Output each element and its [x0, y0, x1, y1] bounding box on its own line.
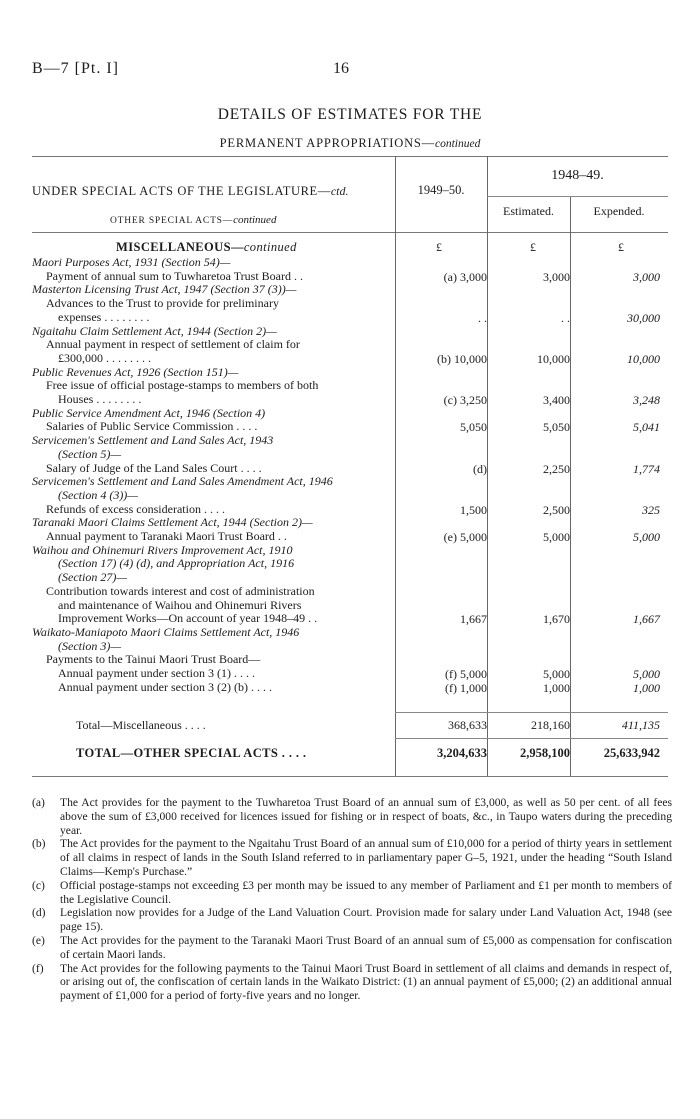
line-item: Refunds of excess consideration . . . . [46, 501, 225, 516]
currency-symbol: £ [618, 240, 624, 254]
value-expended: 1,000 [633, 680, 660, 695]
line-item: Salary of Judge of the Land Sales Court . . . . [46, 460, 262, 475]
value-expended: 30,000 [627, 310, 660, 325]
value-expended: 10,000 [627, 351, 660, 366]
section-heading: UNDER SPECIAL ACTS OF THE LEGISLATURE—ctd. [32, 184, 349, 198]
footnote-text: Legislation now provides for a Judge of the Land Valuation Court. Provision made for salary under Land Valuation Act, 1948 (see page 15). [60, 906, 672, 934]
value-1949: 1,500 [460, 502, 487, 517]
value-1949: 1,667 [460, 612, 487, 627]
column-header-1949: 1949–50. [417, 183, 465, 197]
subtotal-rule [395, 712, 668, 713]
footnote-text: The Act provides for the following payments to the Tainui Maori Trust Board in settlement of all claims and demands in respect of, or arising out of, the confiscation of certain lands in the Waikato District: (1) an annual payment of £5,000; (2) an additional annual payment of £1,000 for a period of forty-five years and no longer. [60, 961, 672, 1003]
total-other-estimated: 2,958,100 [520, 746, 570, 760]
value-1949: (e) 5,000 [443, 530, 487, 544]
value-estimated: 10,000 [537, 351, 570, 366]
footnote-label: (c) [32, 878, 45, 892]
value-expended: 3,248 [633, 393, 660, 407]
table-top-rule [32, 156, 668, 157]
act-reference: Public Service Amendment Act, 1946 (Section 4) [32, 405, 266, 420]
footnotes [32, 796, 672, 1003]
footnote-text: The Act provides for the payment to the Taranaki Maori Trust Board of an annual sum of £5,000 as compensation for confiscation of certain Maori lands. [60, 933, 672, 961]
act-reference: Servicemen's Settlement and Land Sales Amendment Act, 1946 [32, 474, 333, 489]
footnote [32, 879, 672, 907]
value-estimated: 2,250 [543, 461, 570, 476]
act-reference: (Section 3)— [58, 638, 121, 653]
line-item: and maintenance of Waihou and Ohinemuri Rivers [58, 597, 302, 612]
table-bottom-rule [32, 776, 668, 777]
footnote-label: (f) [32, 961, 44, 975]
line-item: Annual payment under section 3 (1) . . . . [58, 666, 255, 680]
act-reference: Public Revenues Act, 1926 (Section 151)— [32, 364, 239, 379]
column-divider [570, 196, 571, 776]
act-reference: Servicemen's Settlement and Land Sales Act, 1943 [32, 433, 274, 448]
act-reference: Ngaitahu Claim Settlement Act, 1944 (Section 2)— [32, 323, 277, 338]
line-item: Free issue of official postage-stamps to members of both [46, 378, 319, 393]
line-item: Payment of annual sum to Tuwharetoa Trust Board . . [46, 268, 303, 283]
value-1949: (d) [473, 461, 487, 476]
footnote-label: (d) [32, 906, 46, 920]
act-reference: (Section 27)— [58, 570, 127, 585]
value-expended: 1,667 [633, 612, 660, 627]
value-1949: 5,050 [460, 420, 487, 435]
total-other-label: TOTAL—OTHER SPECIAL ACTS . . . . [76, 746, 307, 760]
value-estimated: 5,000 [543, 667, 570, 681]
value-estimated: 2,500 [543, 502, 570, 517]
footnote [32, 962, 672, 1003]
footnote [32, 837, 672, 878]
value-estimated: 1,000 [543, 680, 570, 695]
footnote-text: Official postage-stamps not exceeding £3 per month may be issued to any member of Parliament and £1 per month to members of the Legislative Council. [60, 878, 672, 906]
value-1949: (b) 10,000 [437, 351, 487, 366]
currency-symbol: £ [436, 240, 442, 254]
table-header-rule [32, 232, 668, 233]
act-reference: Maori Purposes Act, 1931 (Section 54)— [32, 255, 231, 269]
act-reference: Taranaki Maori Claims Settlement Act, 1944 (Section 2)— [32, 515, 313, 530]
act-reference: (Section 17) (4) (d), and Appropriation Act, 1916 [58, 556, 295, 571]
footnote-label: (b) [32, 837, 46, 851]
total-other-1949: 3,204,633 [437, 746, 487, 760]
line-item: Houses . . . . . . . . [58, 392, 142, 406]
value-expended: 5,000 [633, 530, 660, 544]
miscellaneous-heading: MISCELLANEOUS—continued [116, 240, 297, 254]
value-1949: . . [478, 310, 487, 325]
line-item: £300,000 . . . . . . . . [58, 350, 151, 365]
page-subtitle [0, 136, 700, 151]
page-number: 16 [333, 60, 349, 77]
act-reference: Waihou and Ohinemuri Rivers Improvement Act, 1910 [32, 542, 293, 557]
value-expended: 325 [642, 502, 660, 517]
subtitle-main: PERMANENT APPROPRIATIONS— [219, 136, 435, 150]
total-rule [395, 738, 668, 739]
page-title: DETAILS OF ESTIMATES FOR THE [217, 106, 483, 123]
footnote [32, 796, 672, 837]
line-item: Payments to the Tainui Maori Trust Board— [46, 652, 261, 667]
total-misc-1949: 368,633 [448, 718, 487, 732]
value-1949: (f) 1,000 [445, 680, 487, 695]
act-reference: Waikato-Maniapoto Maori Claims Settlement Act, 1946 [32, 624, 300, 639]
act-reference: Masterton Licensing Trust Act, 1947 (Section 37 (3))— [32, 282, 297, 297]
column-header-1948: 1948–49. [551, 168, 604, 183]
line-item: Advances to the Trust to provide for preliminary [46, 296, 279, 311]
total-misc-estimated: 218,160 [531, 718, 570, 732]
subtitle-continued: continued [434, 138, 481, 150]
total-other-expended: 25,633,942 [603, 746, 660, 760]
line-item: Annual payment to Taranaki Maori Trust Board . . [46, 529, 287, 543]
total-misc-expended: 411,135 [621, 718, 660, 732]
line-item: Salaries of Public Service Commission . . . . [46, 419, 258, 434]
value-estimated: 5,000 [543, 530, 570, 544]
value-estimated: . . [561, 310, 570, 325]
column-group-rule [487, 196, 668, 197]
footnote-label: (a) [32, 796, 45, 809]
line-item: Annual payment under section 3 (2) (b) . . . . [58, 679, 272, 694]
value-expended: 5,041 [633, 420, 660, 435]
footnote-text: The Act provides for the payment to the Tuwharetoa Trust Board of an annual sum of £3,000, as well as 50 per cent. of all fees above the sum of £3,000 received for licences issued for fishing or in respect of boats, &c., in Taupo waters during the preceding year. [60, 796, 672, 837]
footnote-text: The Act provides for the payment to the Ngaitahu Trust Board of an annual sum of £10,000 for a period of thirty years in settlement of all claims in respect of lands in the South Island referred to in parliamentary paper G–5, 1921, under the heading “South Island Claims—Kemp's Purchase.” [60, 837, 672, 878]
line-item: Contribution towards interest and cost of administration [46, 583, 315, 598]
line-item: expenses . . . . . . . . [58, 309, 150, 324]
column-header-expended: Expended. [593, 204, 645, 218]
line-item: Improvement Works—On account of year 1948–49 . . [58, 611, 318, 626]
footnote-label: (e) [32, 933, 45, 947]
act-reference: (Section 5)— [58, 446, 121, 461]
column-divider [487, 156, 488, 776]
value-expended: 1,774 [633, 461, 660, 476]
value-expended: 5,000 [633, 667, 660, 681]
value-1949: (f) 5,000 [445, 667, 487, 681]
currency-symbol: £ [530, 240, 536, 254]
value-estimated: 1,670 [543, 612, 570, 627]
column-header-estimated: Estimated. [503, 204, 554, 218]
subsection-heading: OTHER SPECIAL ACTS—continued [110, 214, 277, 226]
value-1949: (c) 3,250 [443, 393, 487, 407]
value-estimated: 5,050 [543, 420, 570, 435]
value-estimated: 3,000 [543, 269, 570, 284]
document-reference: B—7 [Pt. I] [32, 60, 119, 77]
footnote [32, 934, 672, 962]
footnote [32, 906, 672, 934]
value-estimated: 3,400 [543, 393, 570, 407]
line-item: Annual payment in respect of settlement of claim for [46, 337, 300, 352]
total-misc-label: Total—Miscellaneous . . . . [76, 718, 206, 732]
act-reference: (Section 4 (3))— [58, 487, 138, 502]
value-1949: (a) 3,000 [443, 269, 487, 284]
value-expended: 3,000 [633, 269, 660, 284]
